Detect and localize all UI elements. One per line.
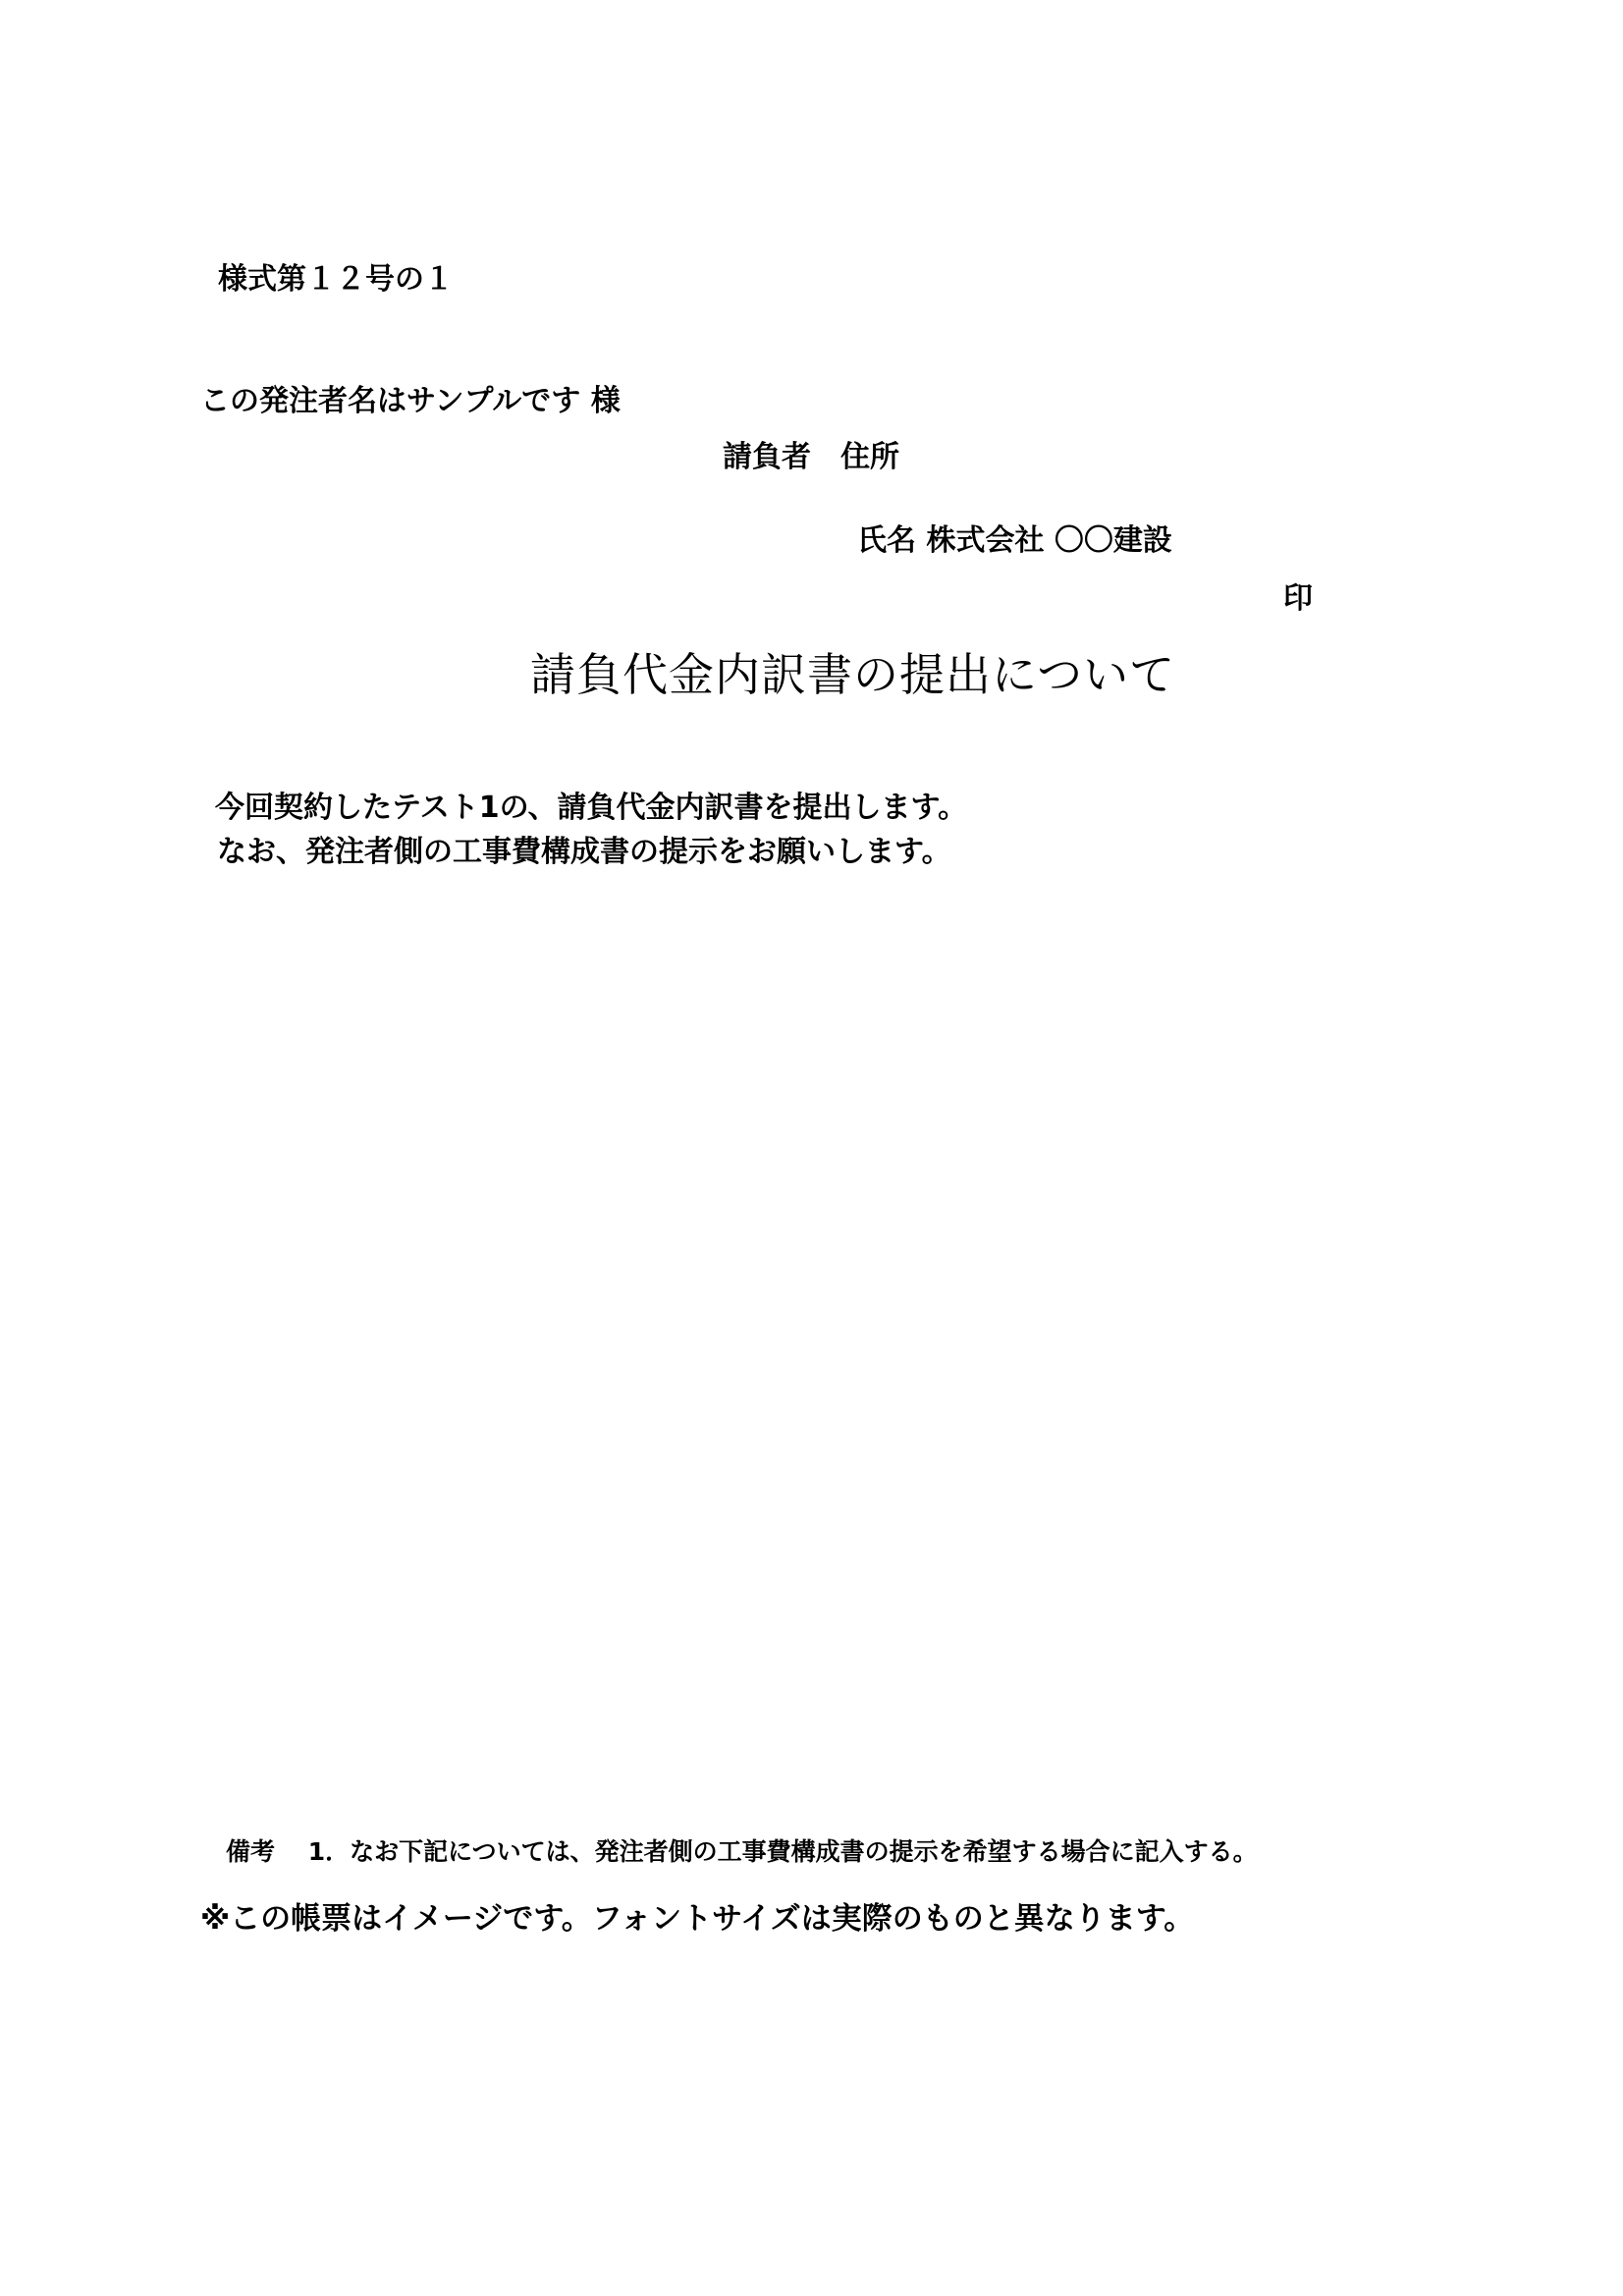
- contractor-address-label: 請負者 住所: [723, 440, 899, 474]
- document-title: 請負代金内訳書の提出について: [530, 648, 1176, 701]
- sample-notice: ※この帳票はイメージです。フォントサイズは実際のものと異なります。: [200, 1901, 1195, 1937]
- addressee: この発注者名はサンプルです 様: [200, 384, 621, 418]
- contractor-name-line: 氏名 株式会社 〇〇建設: [857, 523, 1172, 558]
- body-line: なお、発注者側の工事費構成書の提示をお願いします。: [217, 835, 951, 869]
- body-line: 今回契約したテスト1の、請負代金内訳書を提出します。: [215, 791, 968, 825]
- seal-mark: 印: [1283, 581, 1313, 616]
- form-number: 様式第１２号の１: [218, 262, 454, 297]
- remark-note: 備考 1．なお下記については、発注者側の工事費構成書の提示を希望する場合に記入する。: [226, 1837, 1258, 1866]
